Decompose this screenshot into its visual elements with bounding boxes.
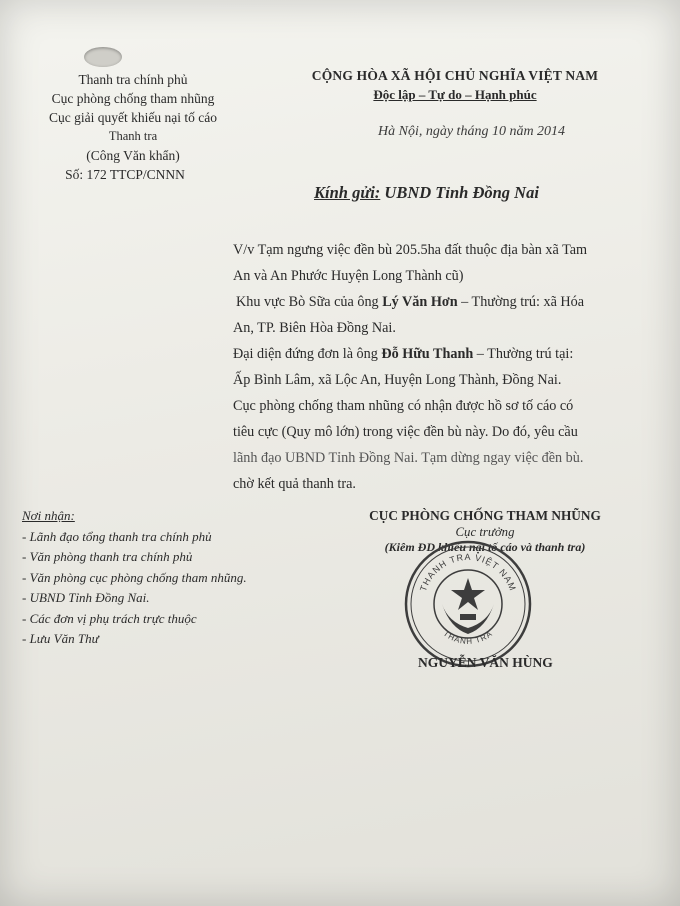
recipients-list (22, 506, 247, 650)
request-line-1: Cục phòng chống tham nhũng có nhận được hồ sơ tố cáo có (233, 398, 574, 414)
issuer-line-1: Thanh tra chính phủ (78, 72, 188, 87)
document-number: Số: 172 TTCP/CNNN (65, 167, 185, 182)
punch-hole (84, 47, 122, 67)
signer-title: Cục trưởng (455, 525, 515, 539)
national-motto: Độc lập – Tự do – Hạnh phúc (373, 87, 537, 102)
addressee-line (314, 183, 539, 203)
recipient-item: - Lãnh đạo tổng thanh tra chính phủ (22, 528, 212, 544)
subject-line-1: V/v Tạm ngưng việc đền bù 205.5ha đất thuộc địa bàn xã Tam (233, 242, 588, 258)
seal-bottom-text: THANH TRA (441, 628, 495, 646)
signer-organization: CỤC PHÒNG CHỐNG THAM NHŨNG (369, 508, 601, 523)
representative-name: Đỗ Hữu Thanh (381, 346, 474, 362)
request-line-4: chờ kết quả thanh tra. (233, 476, 356, 492)
national-header (275, 66, 635, 104)
nation-title: CỘNG HÒA XÃ HỘI CHỦ NGHĨA VIỆT NAM (311, 68, 599, 83)
representative-text-a: Đại diện đứng đơn là ông (233, 346, 382, 362)
request-line-3: lãnh đạo UBND Tỉnh Đồng Nai. Tạm dừng ngay việc đền bù. (233, 450, 584, 466)
location-line-1 (236, 289, 633, 315)
signer-name: NGUYỄN VĂN HÙNG (418, 655, 553, 670)
seal-emblem-icon (442, 578, 494, 634)
recipients-header: Nơi nhận: (22, 508, 75, 523)
recipient-item: - UBND Tỉnh Đồng Nai. (22, 590, 150, 605)
representative-line-1 (233, 341, 633, 367)
representative-line-2: Ấp Bình Lâm, xã Lộc An, Huyện Long Thành, Đồng Nai. (233, 372, 562, 388)
seal-top-text: THANH TRA VIỆT NAM (418, 551, 518, 593)
document-type: (Công Văn khẩn) (86, 148, 180, 163)
issuer-line-2: Cục phòng chống tham nhũng (51, 91, 215, 106)
letter-body (233, 237, 633, 497)
request-line-2: tiêu cực (Quy mô lớn) trong việc đền bù này. Do đó, yêu cầu (233, 424, 578, 440)
recipient-item: - Văn phòng thanh tra chính phủ (22, 549, 193, 564)
addressee-name: UBND Tỉnh Đồng Nai (384, 183, 539, 202)
recipient-item: - Các đơn vị phụ trách trực thuộc (22, 610, 197, 626)
location-text-a: Khu vực Bò Sữa của ông (236, 294, 383, 310)
signer-role: (Kiêm ĐD khiếu nại tố cáo và thanh tra) (384, 540, 586, 554)
recipient-item: - Văn phòng cục phòng chống tham nhũng. (22, 569, 247, 585)
issuer-line-4: Thanh tra (108, 129, 158, 143)
addressee-label: Kính gửi: (314, 183, 381, 202)
official-seal (402, 538, 534, 670)
issue-date: Hà Nội, ngày tháng 10 năm 2014 (378, 124, 566, 139)
subject-line-2: An và An Phước Huyện Long Thành cũ) (233, 268, 464, 284)
location-text-b: – Thường trú: xã Hóa (457, 294, 585, 310)
issuer-line-3: Cục giải quyết khiếu nại tố cáo (49, 110, 217, 125)
issuer-block (18, 70, 248, 184)
recipient-item: - Lưu Văn Thư (22, 631, 99, 646)
owner-name: Lý Văn Hơn (382, 294, 458, 310)
location-line-2: An, TP. Biên Hòa Đồng Nai. (233, 320, 396, 336)
representative-text-b: – Thường trú tại: (473, 346, 574, 362)
